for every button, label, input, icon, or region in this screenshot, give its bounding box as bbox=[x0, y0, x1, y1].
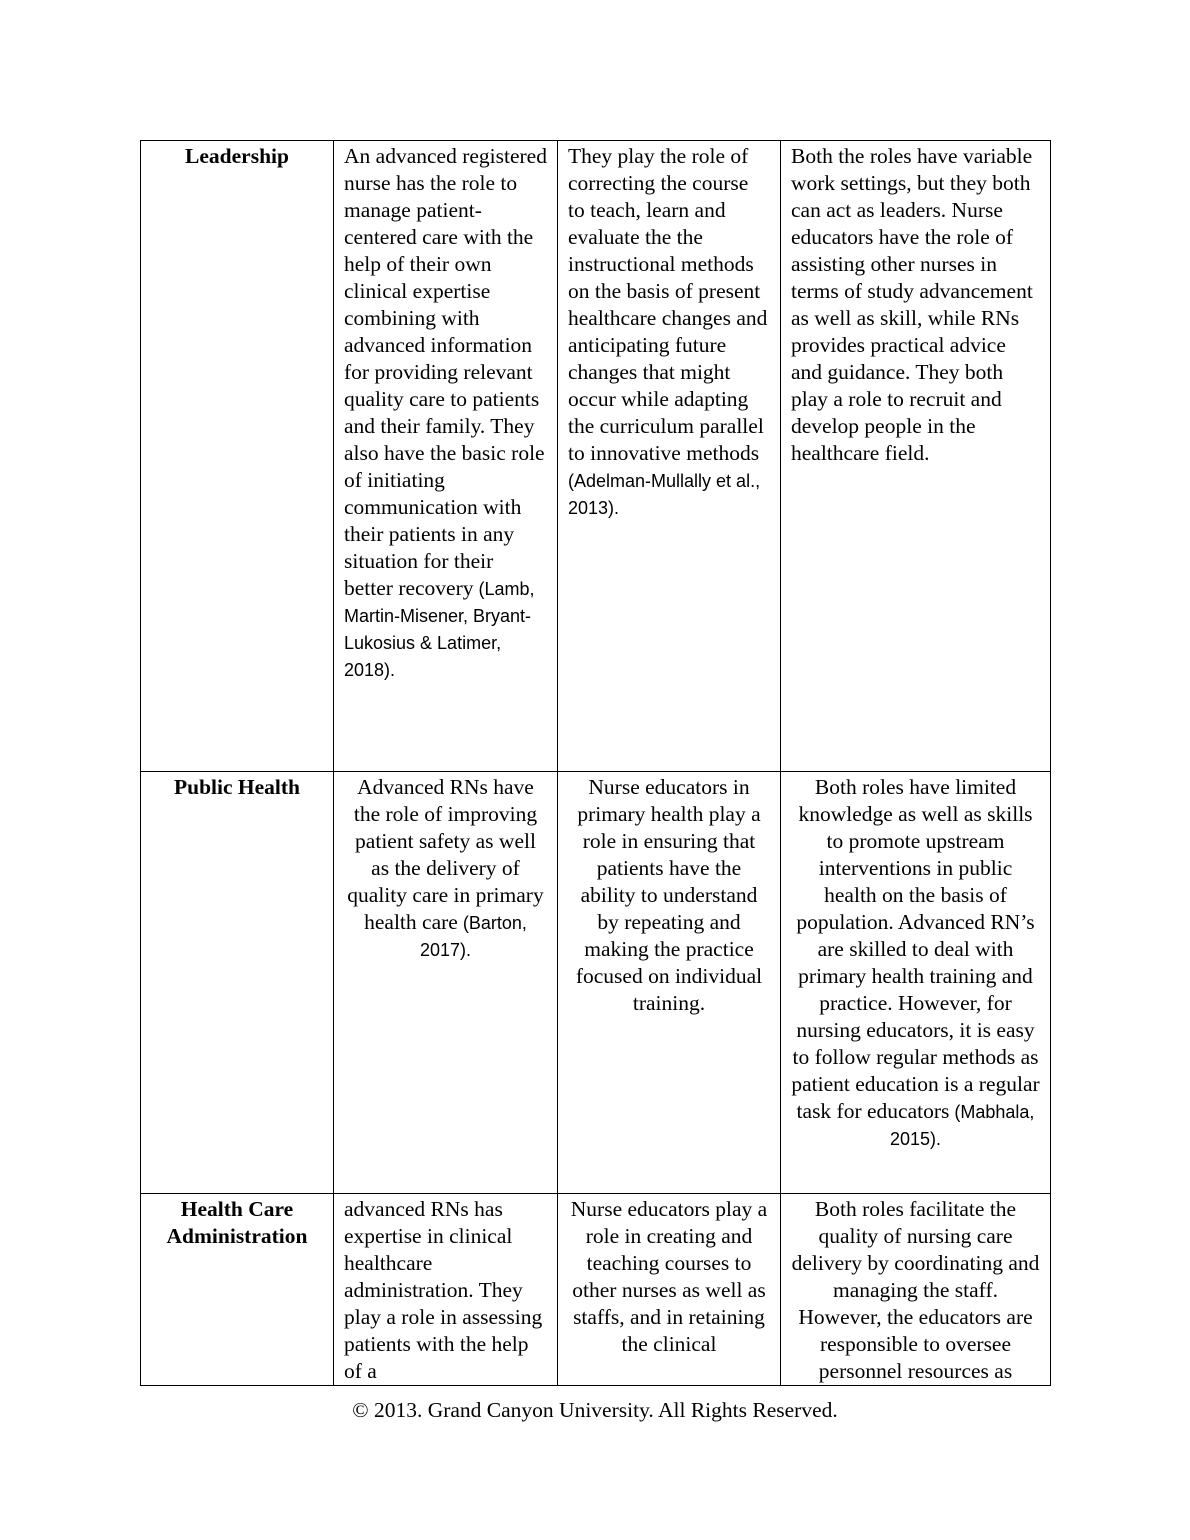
citation: (Barton, 2017). bbox=[419, 913, 527, 960]
cell-text: Both roles have limited knowledge as well as skills to promote upstream interventions in public health on the basis of population. Advanced RN’s are skilled to deal with primary health training and practice. However, for nursing educators, it is easy to follow regular methods as patient education is a regular task for educators bbox=[791, 775, 1040, 1123]
comparison-table bbox=[140, 140, 1051, 1386]
citation: (Adelman-Mullally et al., 2013). bbox=[568, 471, 761, 518]
comparison-cell: Both the roles have variable work settings, but they both can act as leaders. Nurse educators have the role of assisting other nurses in terms of study advancement as well as skill, while RNs provides practical advice and guidance. They both play a role to recruit and develop people in the healthcare field. bbox=[781, 141, 1051, 772]
comparison-cell: Both roles facilitate the quality of nursing care delivery by coordinating and managing the staff. However, the educators are responsible to oversee personnel resources as bbox=[781, 1194, 1051, 1386]
cell-text: They play the role of correcting the course to teach, learn and evaluate the the instructional methods on the basis of present healthcare changes and anticipating future changes that might occur while adapting the curriculum parallel to innovative methods bbox=[568, 144, 768, 465]
copyright-footer: © 2013. Grand Canyon University. All Rights Reserved. bbox=[352, 1398, 838, 1422]
nurse-educator-cell: Nurse educators play a role in creating and teaching courses to other nurses as well as staffs, and in retaining the clinical bbox=[558, 1194, 781, 1386]
nurse-educator-cell bbox=[558, 141, 781, 772]
table-row bbox=[141, 141, 1051, 772]
advanced-rn-cell: advanced RNs has expertise in clinical healthcare administration. They play a role in assessing patients with the help of a bbox=[334, 1194, 558, 1386]
row-heading-leadership: Leadership bbox=[141, 141, 334, 772]
advanced-rn-cell bbox=[334, 141, 558, 772]
comparison-cell bbox=[781, 772, 1051, 1194]
citation: (Mabhala, 2015). bbox=[889, 1102, 1035, 1149]
cell-text: Advanced RNs have the role of improving patient safety as well as the delivery of quality care in primary health care bbox=[347, 775, 544, 934]
table-row bbox=[141, 1194, 1051, 1386]
cell-text: An advanced registered nurse has the role to manage patient-centered care with the help of their own clinical expertise combining with advanced information for providing relevant quality care to patients and their family. They also have the basic role of initiating communication with their patients in any situation for their better recovery bbox=[344, 144, 547, 600]
advanced-rn-cell bbox=[334, 772, 558, 1194]
row-heading-public-health: Public Health bbox=[141, 772, 334, 1194]
table-row bbox=[141, 772, 1051, 1194]
row-heading-health-care-administration: Health Care Administration bbox=[141, 1194, 334, 1386]
citation: (Lamb, Martin-Misener, Bryant-Lukosius & Latimer, 2018). bbox=[344, 579, 535, 680]
nurse-educator-cell: Nurse educators in primary health play a role in ensuring that patients have the ability to understand by repeating and making the practice focused on individual training. bbox=[558, 772, 781, 1194]
